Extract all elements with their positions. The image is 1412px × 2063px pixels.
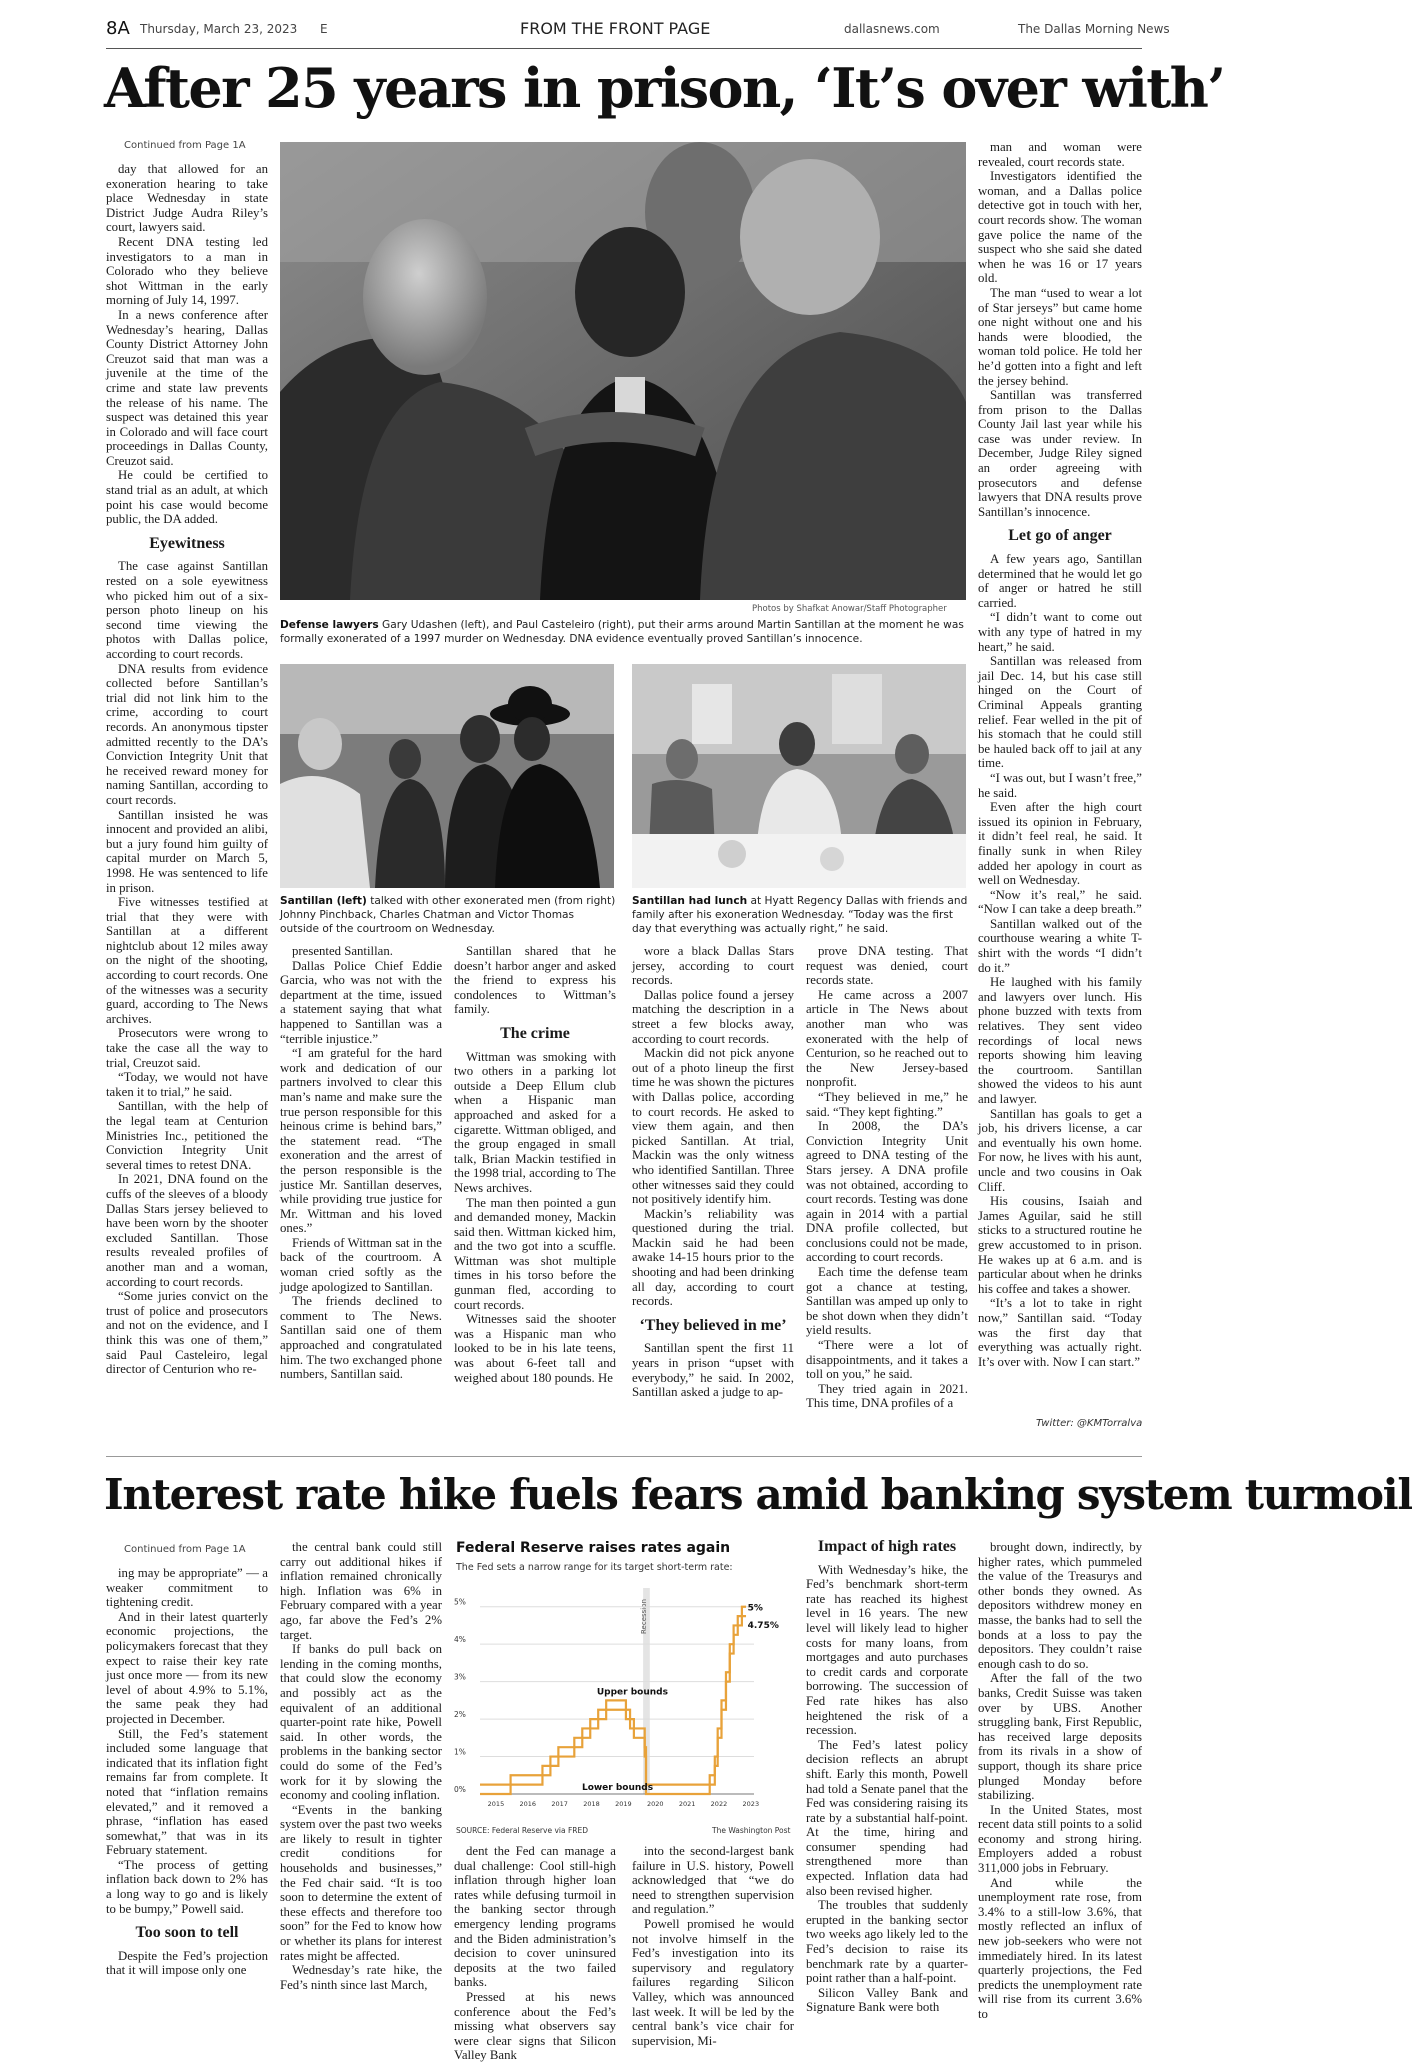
- site-url: dallasnews.com: [844, 22, 940, 36]
- story1-col2: [280, 944, 442, 1444]
- x-tick-label: 2016: [519, 1800, 537, 1808]
- paragraph: prove DNA testing. That request was denied, court records state.: [806, 944, 968, 988]
- story2-col2: [280, 1540, 442, 2036]
- paragraph: “I didn’t want to come out with any type of hatred in my heart,” he said.: [978, 610, 1142, 654]
- paragraph: Santillan shared that he doesn’t harbor anger and asked the friend to express his condolences to Wittman’s family.: [454, 944, 616, 1017]
- story1-col6a: [978, 140, 1142, 519]
- paragraph: Santillan walked out of the courthouse wearing a white T-shirt with the words “I didn’t do it.”: [978, 916, 1142, 975]
- story1-col4a: [632, 944, 794, 1309]
- paragraph: The friends declined to comment to The News. Santillan said one of them approached and congratulated him. The two exchanged phone numbers, Santillan said.: [280, 1294, 442, 1382]
- story1-col3b: [454, 1050, 616, 1386]
- left-caption-text: talked with other exonerated men (from right) Johnny Pinchback, Charles Chatman and Victor Thomas outside of the courtroom on Wednesday.: [280, 895, 616, 935]
- paragraph: brought down, indirectly, by higher rates, which pummeled the value of the Treasurys and other bonds they owned. As depositors withdrew money en masse, the banks had to sell the bonds at a loss to pay the depositors. They couldn’t raise enough cash to do so.: [978, 1540, 1142, 1671]
- paragraph: He came across a 2007 article in The News about another man who was exonerated with the help of Centurion, so he reached out to the New Jersey-based nonprofit.: [806, 987, 968, 1090]
- paragraph: Powell promised he would not involve himself in the Fed’s investigation into its supervisory and regulatory failures regarding Silicon Valley, which was announced last week. It will be led by the central bank’s vice chair for supervision, Mi-: [632, 1916, 794, 2048]
- paragraph: The case against Santillan rested on a sole eyewitness who picked him out of a six-person photo lineup on his second time viewing the photos with Dallas police, according to court records.: [106, 559, 268, 661]
- x-tick-label: 2018: [583, 1800, 600, 1808]
- upper-end-label: 5%: [747, 1603, 763, 1614]
- section-title: FROM THE FRONT PAGE: [520, 19, 711, 38]
- story1-col5: [806, 944, 968, 1444]
- main-photo-caption: [280, 618, 970, 646]
- story2-col5-body: [806, 1563, 968, 2015]
- right-caption-text: at Hyatt Regency Dallas with friends and family after his exoneration Wednesday. “Today was the first day that everything was actually right,” he said.: [632, 895, 968, 935]
- paragraph: “I was out, but I wasn’t free,” he said.: [978, 770, 1142, 800]
- paragraph: Investigators identified the woman, and a Dallas police detective got in touch with her, court records show. The woman gave police the name of the suspect who she said she dated when he was 16 or 17 years old.: [978, 169, 1142, 286]
- paragraph: day that allowed for an exoneration hearing to take place Wednesday in state District Judge Audra Riley’s court, lawyers said.: [106, 162, 268, 235]
- paragraph: Silicon Valley Bank and Signature Bank were both: [806, 1985, 968, 2015]
- paragraph: In a news conference after Wednesday’s hearing, Dallas County District Attorney John Creuzot said that man was a juvenile at the time of the crime and state law prevents the release of his name. The suspect was detained this year in Colorado and will face court proceedings in Dallas County, Creuzot said.: [106, 307, 268, 468]
- y-tick-label: 4%: [454, 1635, 466, 1645]
- subhead-crime: The crime: [500, 1024, 570, 1042]
- caption-lead: Defense lawyers: [280, 619, 379, 631]
- chart-subtitle: The Fed sets a narrow range for its target short-term rate:: [456, 1562, 733, 1573]
- photo-credit: Photos by Shafkat Anowar/Staff Photographer: [752, 604, 947, 614]
- story2-col6: [978, 1540, 1142, 2036]
- paragraph: Witnesses said the shooter was a Hispanic man who looked to be in his late teens, was about 6-feet tall and weighed about 180 pounds. He: [454, 1312, 616, 1385]
- paragraph: “It’s a lot to take in right now,” Santillan said. “Today was the first day that everything was actually right. It’s over with. Now I can start.”: [978, 1296, 1142, 1369]
- story2-col1a: [106, 1566, 268, 1916]
- paragraph: Santillan was transferred from prison to the Dallas County Jail last year while his case was under review. In December, Judge Riley signed an order agreeing with prosecutors and defense lawyers that DNA results prove Santillan’s innocence.: [978, 388, 1142, 519]
- paragraph: presented Santillan.: [292, 944, 393, 958]
- x-tick-label: 2020: [646, 1800, 664, 1808]
- paragraph: dent the Fed can manage a dual challenge: Cool still-high inflation through higher loan rates while defusing turmoil in the banking sector through emergency lending programs and the Biden administration’s decision to cover uninsured deposits at the two failed banks.: [454, 1844, 616, 1990]
- upper-bounds-label: Upper bounds: [596, 1687, 668, 1698]
- story1-col3: [454, 944, 616, 1444]
- page-number: 8A: [106, 18, 130, 39]
- paragraph: ing may be appropriate” — a weaker commitment to tightening credit.: [106, 1566, 268, 1610]
- paragraph: And while the unemployment rate rose, from 3.4% to a still-low 3.6%, that mostly reflected an influx of new job-seekers who were not immediately hired. In its latest quarterly projections, the Fed predicts the unemployment rate will rise from its current 3.6% to: [978, 1875, 1142, 2021]
- paragraph: Wednesday’s rate hike, the Fed’s ninth since last March,: [280, 1963, 442, 1992]
- paragraph: Despite the Fed’s projection that it will impose only one: [106, 1948, 268, 1978]
- lower-bounds-label: Lower bounds: [581, 1783, 654, 1794]
- paragraph: Mackin did not pick anyone out of a photo lineup the first time he was shown the pictures with Dallas police, according to court records. He asked to view them again, and then picked Santillan. At trial, Mackin was the only witness who identified Santillan. Three other witnesses said they could not positively identify him.: [632, 1046, 794, 1207]
- lunch-image: [632, 664, 966, 888]
- paragraph: into the second-largest bank failure in U.S. history, Powell acknowledged that “we do need to strengthen supervision and regulation.”: [632, 1844, 794, 1917]
- paragraph: The troubles that suddenly erupted in the banking sector two weeks ago likely led to the Fed’s decision to raise its benchmark rate by a quarter-point rather than a half-point.: [806, 1898, 968, 1986]
- paragraph: Even after the high court issued its opinion in February, it didn’t feel real, he said. It finally sunk in when Riley added her apology in court as well on Wednesday.: [978, 800, 1142, 888]
- paragraph: “I am grateful for the hard work and dedication of our partners involved to clear this man’s name and make sure the true person responsible for this heinous crime is behind bars,” the statement read. “The exoneration and the arrest of the person responsible is the justice Mr. Santillan deserves, while providing true justice for Mr. Wittman and his loved ones.”: [280, 1046, 442, 1236]
- continued-label: Continued from Page 1A: [124, 140, 246, 151]
- page-header: [106, 18, 1170, 49]
- paragraph: In the United States, most recent data still points to a solid economy and strong hiring. Employers added a robust 311,000 jobs in February.: [978, 1802, 1142, 1876]
- story1-col4b: [632, 1341, 794, 1399]
- story1-col4: [632, 944, 794, 1444]
- paragraph: Pressed at his news conference about the Fed’s missing what observers say were clear signs that Silicon Valley Bank: [454, 1989, 616, 2063]
- paragraph: “Some juries convict on the trust of police and prosecutors and not on the evidence, and I think this was one of them,” said Paul Casteleiro, legal director of Centurion who re-: [106, 1289, 268, 1377]
- x-tick-label: 2019: [615, 1800, 632, 1808]
- paragraph: A few years ago, Santillan determined that he would let go of anger or hatred he still carried.: [978, 552, 1142, 610]
- y-tick-label: 5%: [454, 1597, 466, 1607]
- page-date: Thursday, March 23, 2023: [140, 22, 298, 36]
- paragraph: Dallas Police Chief Eddie Garcia, who was not with the department at the time, issued a statement saying that what happened to Santillan was a “terrible injustice.”: [280, 958, 442, 1046]
- x-tick-label: 2021: [678, 1800, 696, 1808]
- paragraph: In 2008, the DA’s Conviction Integrity Unit agreed to DNA testing of the Stars jersey. A DNA profile was not obtained, according to court records. Testing was done again in 2014 with a partial DNA profile collected, but conclusions could not be made, according to court records.: [806, 1119, 968, 1265]
- paragraph: “There were a lot of disappointments, and it takes a toll on you,” he said.: [806, 1338, 968, 1382]
- left-photo-caption: [280, 894, 616, 936]
- story2-col4: [632, 1844, 794, 2048]
- x-tick-label: 2022: [710, 1800, 728, 1808]
- paragraph: In 2021, DNA found on the cuffs of the sleeves of a bloody Dallas Stars jersey believed to have been worn by the shooter excluded Santillan. Those results revealed profiles of another man and a woman, according to court records.: [106, 1172, 268, 1289]
- paper-name: The Dallas Morning News: [1018, 22, 1170, 36]
- y-tick-label: 2%: [454, 1710, 466, 1720]
- paragraph: “Events in the banking system over the past two weeks are likely to result in tighter credit conditions for households and businesses,” the Fed chair said. “It is too soon to determine the extent of these effects and therefore too soon” for the Fed to know how or whether its plans for interest rates might be affected.: [280, 1802, 442, 1963]
- y-tick-label: 0%: [454, 1785, 466, 1794]
- subhead-anger: Let go of anger: [1008, 527, 1112, 545]
- paragraph: He could be certified to stand trial as an adult, at which point his case would become public, the DA added.: [106, 468, 268, 527]
- paragraph: He laughed with his family and lawyers over lunch. His phone buzzed with texts from relatives. They sent video recordings of local news reports showing him leaving the courtroom. Santillan showed the videos to his aunt and lawyer.: [978, 975, 1142, 1106]
- story1-col1b: [106, 559, 268, 1376]
- paragraph: Mackin’s reliability was questioned during the trial. Mackin said he had been awake 14-15 hours prior to the shooting and had been drinking all day, according to court records.: [632, 1206, 794, 1309]
- recession-label: Recession: [640, 1599, 649, 1634]
- chart-title: Federal Reserve raises rates again: [456, 1540, 731, 1556]
- paragraph: “The process of getting inflation back down to 2% has a long way to go and is likely to be bumpy,” Powell said.: [106, 1857, 268, 1916]
- paragraph: “Today, we would not have taken it to trial,” he said.: [106, 1070, 268, 1099]
- paragraph: wore a black Dallas Stars jersey, according to court records.: [632, 944, 794, 988]
- chart-source: SOURCE: Federal Reserve via FRED: [456, 1826, 588, 1835]
- story2-col1b: [106, 1949, 268, 1978]
- paragraph: Recent DNA testing led investigators to a man in Colorado who they believe shot Wittman in the early morning of July 14, 1997.: [106, 234, 268, 308]
- story1-col1a: [106, 162, 268, 527]
- paragraph: If banks do pull back on lending in the coming months, that could slow the economy and possibly act as the equivalent of an additional quarter-point rate hike, Powell said. In other words, the problems in the banking sector could do some of the Fed’s work for it by slowing the economy and cooling inflation.: [280, 1642, 442, 1803]
- story-divider: [106, 1456, 1142, 1457]
- twitter-handle: Twitter: @KMTorralva: [1036, 1418, 1143, 1429]
- x-tick-label: 2017: [551, 1800, 568, 1808]
- paragraph: After the fall of the two banks, Credit Suisse was taken over by UBS. Another struggling bank, First Republic, has received large deposits from its rivals in a show of support, though its share price plunged Monday before stabilizing.: [978, 1671, 1142, 1803]
- paragraph: Wittman was smoking with two others in a parking lot outside a Deep Ellum club when a Hispanic man approached and asked for a cigarette. Wittman obliged, and the group engaged in small talk, Brian Mackin testified in the 1998 trial, according to The News archives.: [454, 1049, 616, 1195]
- paragraph: Santillan was released from jail Dec. 14, but his case still hinged on the Court of Criminal Appeals granting relief. Fear welled in the pit of his stomach that he could still be hauled back off to jail at any time.: [978, 654, 1142, 771]
- chart-plot: [454, 1580, 794, 1820]
- story2-col1: [106, 1566, 268, 2036]
- paragraph: Santillan spent the first 11 years in prison “upset with everybody,” he said. In 2002, Santillan asked a judge to ap-: [632, 1341, 794, 1400]
- headline-2: Interest rate hike fuels fears amid banking system turmoil: [104, 1470, 1412, 1519]
- story1-col1: [106, 162, 268, 1450]
- story1-col6: [978, 140, 1142, 1402]
- headline: After 25 years in prison, ‘It’s over with’: [104, 56, 1225, 120]
- fed-rate-chart: [454, 1540, 794, 1840]
- exonerated-men-image: [280, 664, 614, 888]
- subhead-believed: ‘They believed in me’: [639, 1316, 787, 1334]
- paragraph: DNA results from evidence collected before Santillan’s trial did not link him to the crime, according to court records. An anonymous tipster admitted recently to the DA’s Conviction Integrity Unit that he received reward money for naming Santillan, according to court records.: [106, 661, 268, 807]
- story1-col3a: [454, 944, 616, 1017]
- lunch-photo: [632, 664, 966, 888]
- paragraph: Santillan, with the help of the legal team at Centurion Ministries Inc., petitioned the Conviction Integrity Unit several times to retest DNA.: [106, 1099, 268, 1172]
- subhead-eyewitness: Eyewitness: [149, 534, 225, 552]
- lower-end-label: 4.75%: [747, 1621, 779, 1632]
- x-tick-label: 2015: [487, 1800, 505, 1808]
- paragraph: Still, the Fed’s statement included some language that indicated that its inflation fight remains far from complete. It noted that “inflation remains elevated,” and it removed a phrase, “inflation has eased somewhat,” that was in its February statement.: [106, 1726, 268, 1858]
- paragraph: Five witnesses testified at trial that they were with Santillan at a different nightclub about 12 miles away on the night of the shooting, according to court records. One of the witnesses was a security guard, according to The News archives.: [106, 895, 268, 1026]
- paragraph: “They believed in me,” he said. “They kept fighting.”: [806, 1089, 968, 1119]
- paragraph: The man “used to wear a lot of Star jerseys” but came home one night without one and his hands were bloodied, the woman told police. He told her he’d gotten into a fight and left the jersey behind.: [978, 285, 1142, 388]
- y-tick-label: 3%: [454, 1672, 466, 1682]
- paragraph: the central bank could still carry out additional hikes if inflation remained chronically high. Inflation was 6% in February compared with a year ago, far above the Fed’s 2% target.: [280, 1540, 442, 1642]
- paragraph: They tried again in 2021. This time, DNA profiles of a: [806, 1381, 968, 1411]
- story2-col5: [806, 1540, 968, 2036]
- paragraph: The man then pointed a gun and demanded money, Mackin said then. Wittman kicked him, and the two got into a scuffle. Wittman was shot multiple times in his torso before the gunman fled, according to court records.: [454, 1195, 616, 1312]
- paragraph: Santillan has goals to get a job, his drivers license, a car and eventually his own home. For now, he lives with his aunt, uncle and two cousins in Oak Cliff.: [978, 1106, 1142, 1194]
- edition: E: [320, 22, 328, 36]
- subhead-too-soon: Too soon to tell: [135, 1924, 239, 1942]
- paragraph: Dallas police found a jersey matching the description in a street a few blocks away, according to court records.: [632, 987, 794, 1046]
- paragraph: Friends of Wittman sat in the back of the courtroom. A woman cried softly as the judge apologized to Santillan.: [280, 1235, 442, 1294]
- y-tick-label: 1%: [454, 1747, 466, 1757]
- paragraph: With Wednesday’s hike, the Fed’s benchmark short-term rate has reached its highest level in 16 years. The new level will likely lead to higher costs for many loans, from mortgages and auto purchases to credit cards and corporate borrowing. The succession of Fed rate hikes has also heightened the risk of a recession.: [806, 1562, 968, 1738]
- series-line-lower: [480, 1616, 746, 1794]
- right-caption-lead: Santillan had lunch: [632, 895, 748, 907]
- main-photo-image: [280, 142, 966, 600]
- left-caption-lead: Santillan (left): [280, 895, 367, 907]
- paragraph: Each time the defense team got a chance at testing, Santillan was amped up only to be shot down when they didn’t yield results.: [806, 1265, 968, 1338]
- exonerated-men-photo: [280, 664, 614, 888]
- paragraph: Prosecutors were wrong to take the case all the way to trial, Creuzot said.: [106, 1026, 268, 1070]
- paragraph: “Now it’s real,” he said. “Now I can take a deep breath.”: [978, 887, 1142, 917]
- paragraph: And in their latest quarterly economic projections, the policymakers forecast that they expect to raise their key rate just once more — from its new level of about 4.9% to 5.1%, the same peak they had projected in December.: [106, 1609, 268, 1726]
- paragraph: His cousins, Isaiah and James Aguilar, said he still sticks to a structured routine he grew accustomed to in prison. He wakes up at 6 a.m. and is particular about when he drinks his coffee and takes a shower.: [978, 1194, 1142, 1296]
- story1-col6b: [978, 552, 1142, 1369]
- subhead-impact: Impact of high rates: [817, 1538, 957, 1555]
- paragraph: man and woman were revealed, court records state.: [978, 140, 1142, 169]
- paragraph: Santillan insisted he was innocent and provided an alibi, but a jury found him guilty of capital murder on March 5, 1998. He was sentenced to life in prison.: [106, 807, 268, 895]
- paragraph: The Fed’s latest policy decision reflects an abrupt shift. Early this month, Powell had told a Senate panel that the Fed was considering raising its rate by a substantial half-point. At the time, hiring and consumer spending had strengthened more than expected. Inflation data had also been revised higher.: [806, 1737, 968, 1898]
- story2-col3: [454, 1844, 616, 2063]
- continued-label-2: Continued from Page 1A: [124, 1544, 246, 1555]
- main-photo: [280, 142, 966, 600]
- x-tick-label: 2023: [742, 1800, 760, 1808]
- caption-text: Gary Udashen (left), and Paul Casteleiro (right), put their arms around Martin Santillan at the moment he was formally exonerated of a 1997 murder on Wednesday. DNA evidence eventually proved Santillan’s innocence.: [280, 619, 964, 645]
- right-photo-caption: [632, 894, 968, 936]
- chart-credit: The Washington Post: [712, 1826, 791, 1835]
